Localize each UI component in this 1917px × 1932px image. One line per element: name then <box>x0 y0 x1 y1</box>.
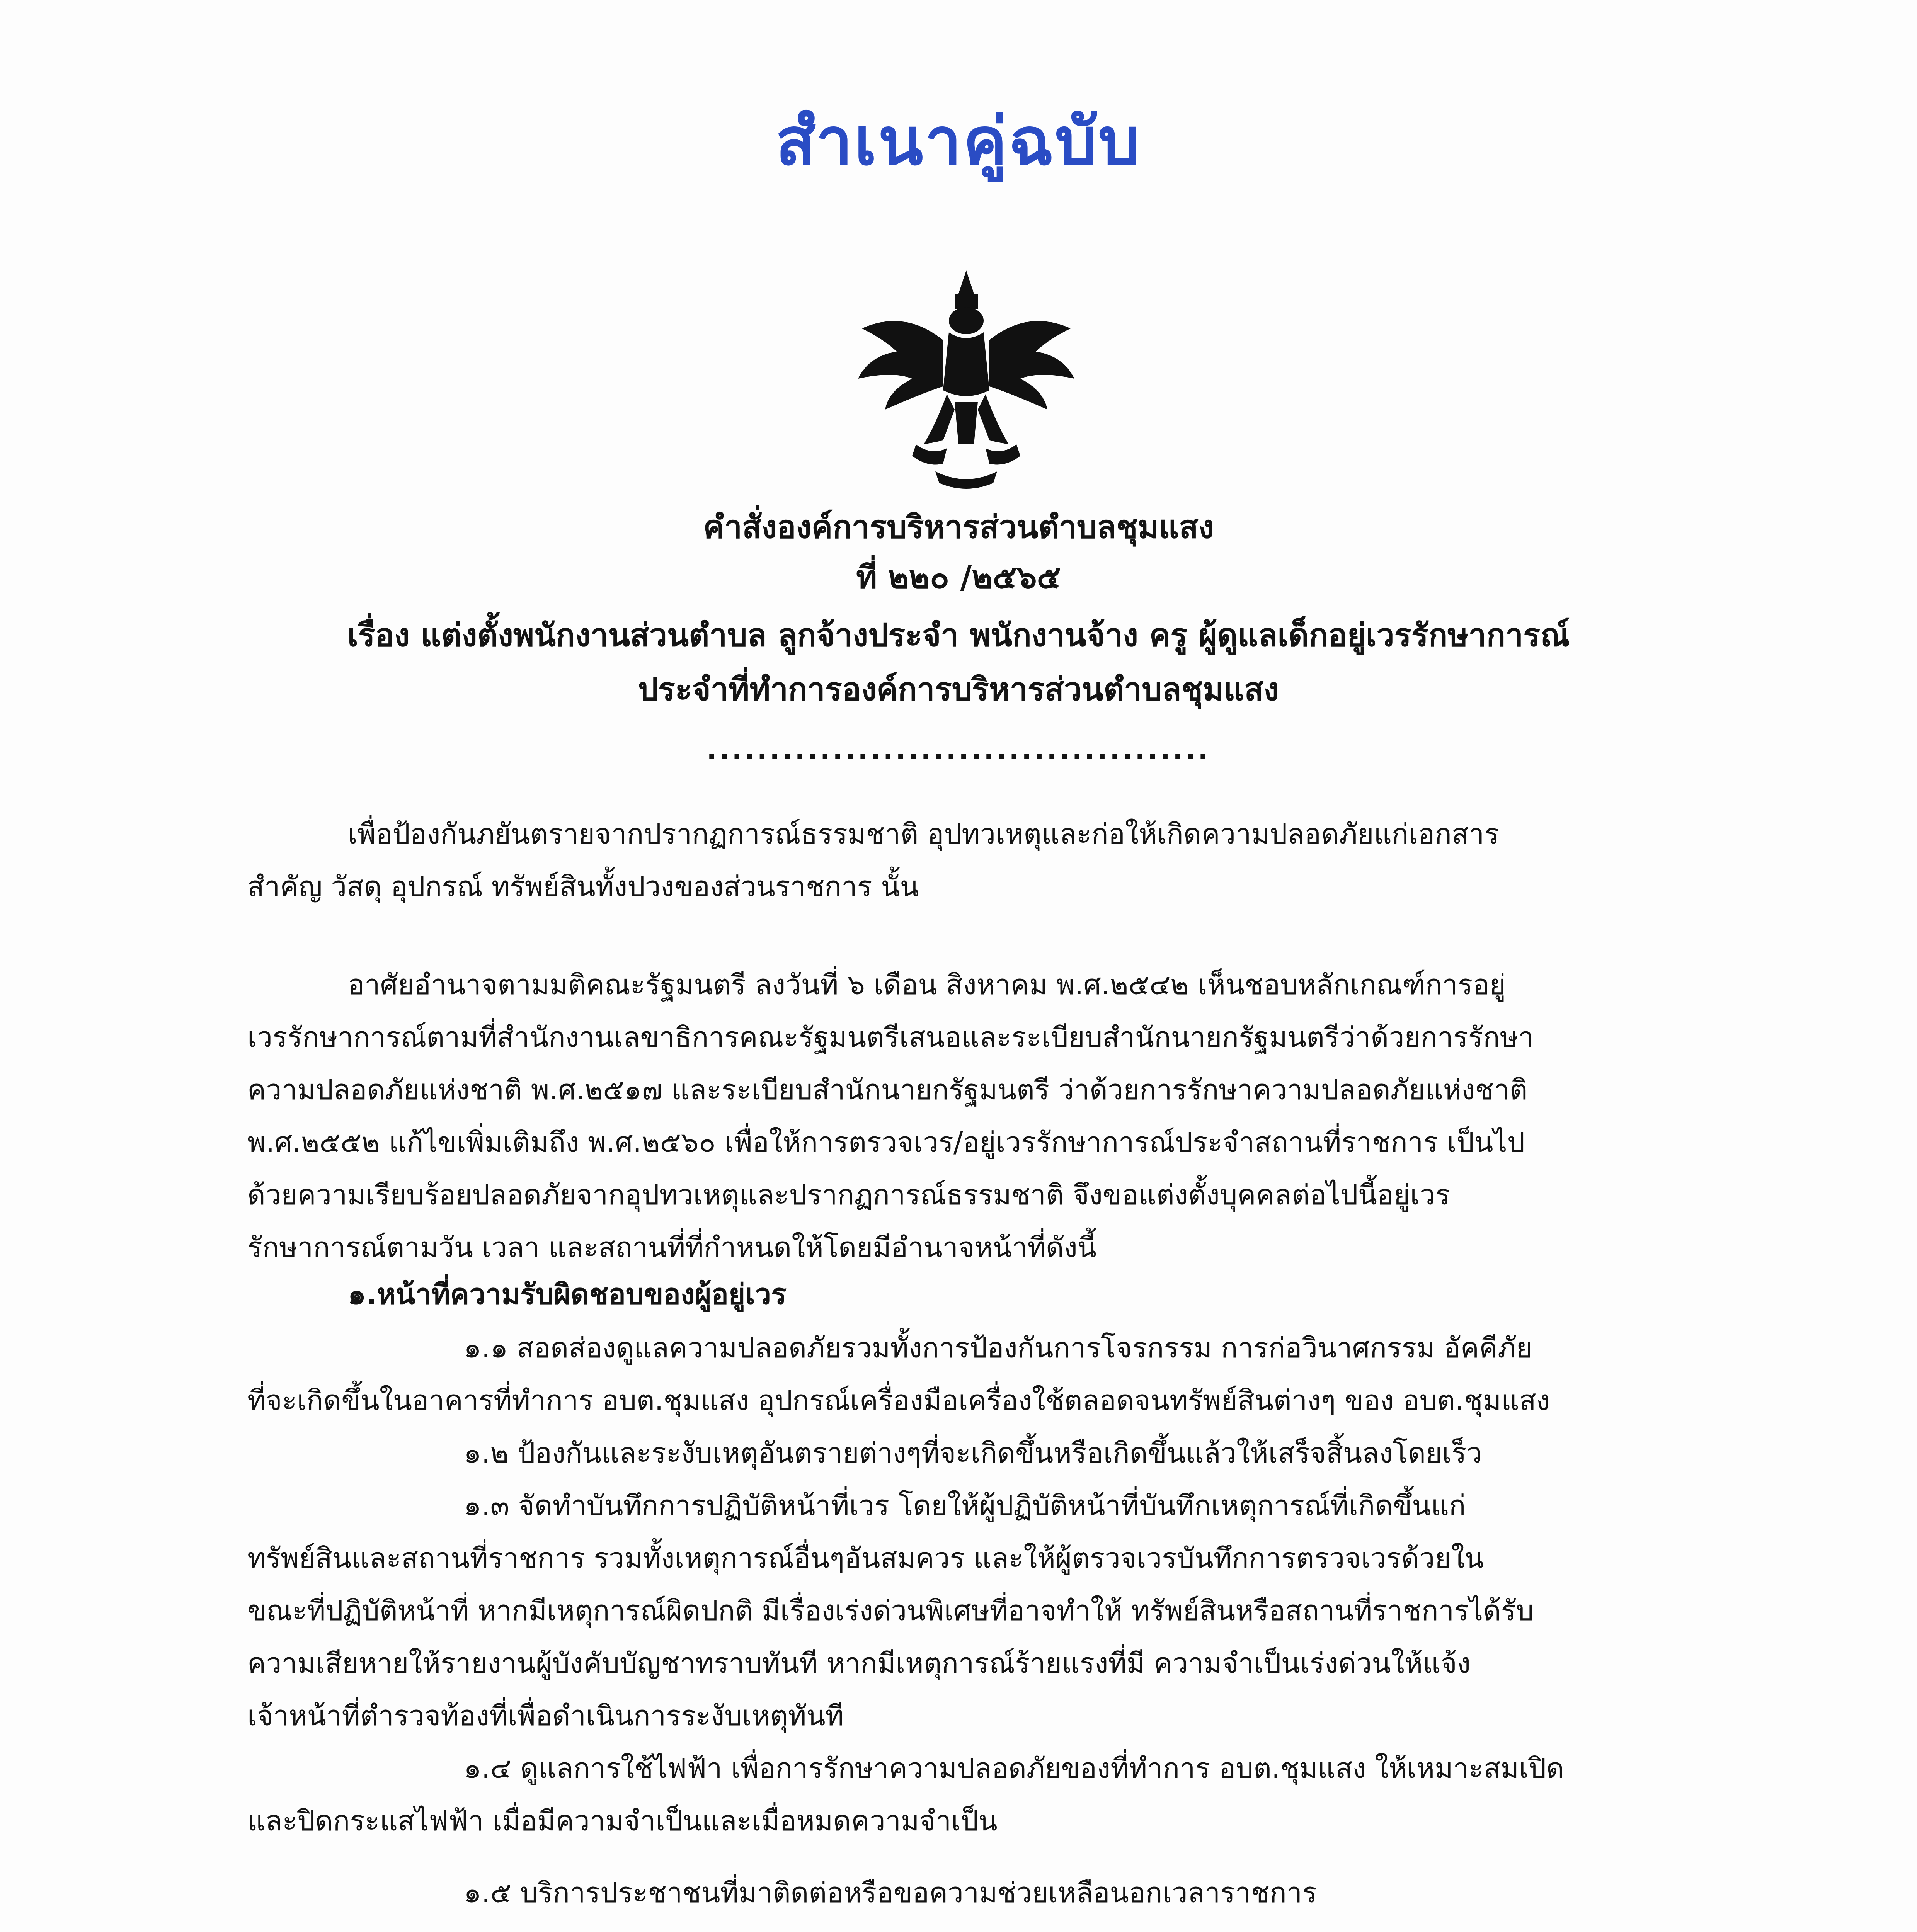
copy-stamp: สำเนาคู่ฉบับ <box>775 104 1142 180</box>
item-1-4-line-1: ๑.๔ ดูแลการใช้ไฟฟ้า เพื่อการรักษาความปลอดภัยของที่ทำการ อบต.ชุมแสง ให้เหมาะสมเปิด <box>464 1752 1565 1784</box>
item-1-6-line-1 <box>247 1928 1724 1932</box>
authority-line-2: เวรรักษาการณ์ตามที่สำนักงานเลขาธิการคณะรัฐมนตรีเสนอและระเบียบสำนักนายกรัฐมนตรีว่าด้วยการรักษา <box>247 1021 1534 1053</box>
item-1-4-line-2: และปิดกระแสไฟฟ้า เมื่อมีความจำเป็นและเมื่อหมดความจำเป็น <box>247 1804 998 1837</box>
order-subject-line1: เรื่อง แต่งตั้งพนักงานส่วนตำบล ลูกจ้างประจำ พนักงานจ้าง ครู ผู้ดูแลเด็กอยู่เวรรักษาการณ์ <box>347 617 1570 654</box>
authority-line-1: อาศัยอำนาจตามมติคณะรัฐมนตรี ลงวันที่ ๖ เดือน สิงหาคม พ.ศ.๒๕๔๒ เห็นชอบหลักเกณฑ์การอยู่ <box>348 968 1506 1001</box>
item-1-3-line-4: ความเสียหายให้รายงานผู้บังคับบัญชาทราบทันที หากมีเหตุการณ์ร้ายแรงที่มี ความจำเป็นเร่งด่วนให้แจ้ง <box>247 1647 1471 1679</box>
item-1-3-line-2: ทรัพย์สินและสถานที่ราชการ รวมทั้งเหตุการณ์อื่นๆอันสมควร และให้ผู้ตรวจเวรบันทึกการตรวจเวรด้วยใน <box>247 1542 1484 1574</box>
authority-line-4: พ.ศ.๒๕๕๒ แก้ไขเพิ่มเติมถึง พ.ศ.๒๕๖๐ เพื่อให้การตรวจเวร/อยู่เวรรักษาการณ์ประจำสถานที่ราชการ เป็นไป <box>247 1126 1525 1158</box>
item-1-3-line-1: ๑.๓ จัดทำบันทึกการปฏิบัติหน้าที่เวร โดยให้ผู้ปฏิบัติหน้าที่บันทึกเหตุการณ์ที่เกิดขึ้นแก่ <box>464 1489 1466 1522</box>
order-number: ที่ ๒๒๐ /๒๕๖๕ <box>856 559 1061 596</box>
item-1-1-line-1: ๑.๑ สอดส่องดูแลความปลอดภัยรวมทั้งการป้องกันการโจรกรรม การก่อวินาศกรรม อัคคีภัย <box>464 1332 1532 1364</box>
item-1-3-line-3: ขณะที่ปฏิบัติหน้าที่ หากมีเหตุการณ์ผิดปกติ มีเรื่องเร่งด่วนพิเศษที่อาจทำให้ ทรัพย์สินหรือสถานที่ราชการได้รับ <box>247 1594 1534 1627</box>
item-1-1-line-2: ที่จะเกิดขึ้นในอาคารที่ทำการ อบต.ชุมแสง อุปกรณ์เครื่องมือเครื่องใช้ตลอดจนทรัพย์สินต่างๆ ของ อบต.ชุมแสง <box>247 1384 1550 1417</box>
item-1-2-line-1: ๑.๒ ป้องกันและระงับเหตุอันตรายต่างๆที่จะเกิดขึ้นหรือเกิดขึ้นแล้วให้เสร็จสิ้นลงโดยเร็ว <box>464 1437 1482 1469</box>
intro-line-1: เพื่อป้องกันภยันตรายจากปรากฏการณ์ธรรมชาติ อุปทวเหตุและก่อให้เกิดความปลอดภัยแก่เอกสาร <box>348 818 1499 850</box>
item-1-5-line-1: ๑.๕ บริการประชาชนที่มาติดต่อหรือขอความช่วยเหลือนอกเวลาราชการ <box>464 1876 1317 1909</box>
order-subject-line2: ประจำที่ทำการองค์การบริหารส่วนตำบลชุมแสง <box>638 671 1279 708</box>
authority-line-5: ด้วยความเรียบร้อยปลอดภัยจากอุปทวเหตุและปรากฏการณ์ธรรมชาติ จึงขอแต่งตั้งบุคคลต่อไปนี้อยู่เวร <box>247 1179 1451 1211</box>
section-heading: ๑.หน้าที่ความรับผิดชอบของผู้อยู่เวร <box>348 1278 787 1311</box>
garuda-emblem-icon <box>846 263 1086 495</box>
authority-line-6: รักษาการณ์ตามวัน เวลา และสถานที่ที่กำหนดให้โดยมีอำนาจหน้าที่ดังนี้ <box>247 1231 1096 1264</box>
item-1-3-line-5: เจ้าหน้าที่ตำรวจท้องที่เพื่อดำเนินการระงับเหตุทันที <box>247 1699 844 1732</box>
order-title: คำสั่งองค์การบริหารส่วนตำบลชุมแสง <box>703 509 1214 546</box>
header-separator: ........................................ <box>707 734 1210 766</box>
intro-line-2: สำคัญ วัสดุ อุปกรณ์ ทรัพย์สินทั้งปวงของส่วนราชการ นั้น <box>247 870 919 903</box>
authority-line-3: ความปลอดภัยแห่งชาติ พ.ศ.๒๕๑๗ และระเบียบสำนักนายกรัฐมนตรี ว่าด้วยการรักษาความปลอดภัยแห่งชาติ <box>247 1073 1528 1106</box>
